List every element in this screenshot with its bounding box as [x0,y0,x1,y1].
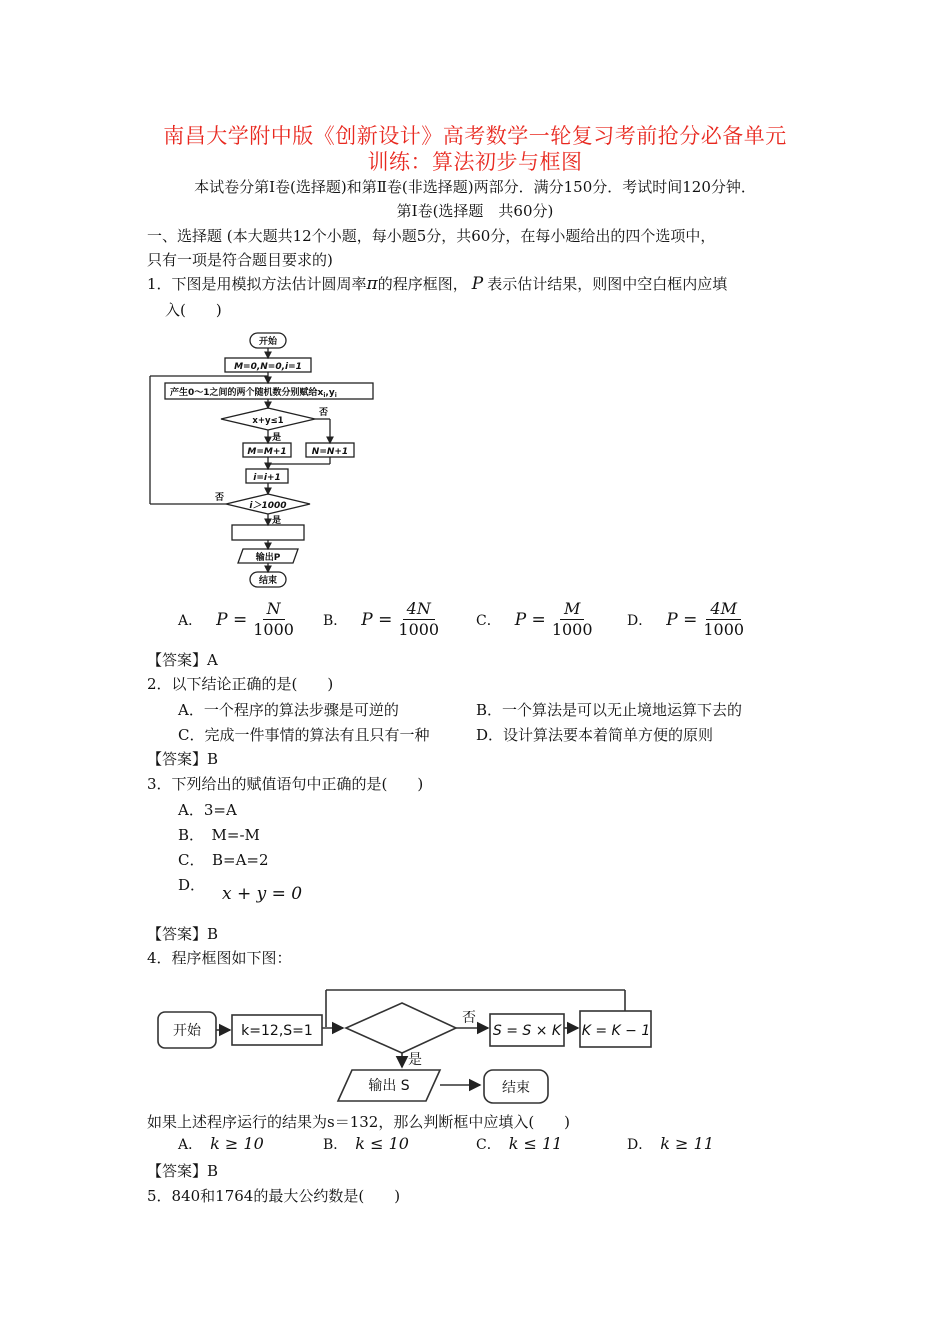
q4-s-label: S = S × K [492,1023,562,1039]
q4-k-label: K = K − 1 [581,1023,651,1039]
flow-output-label: 输出P [255,553,281,563]
flow-yes-label: 是 [272,433,282,443]
flow-loop-yes-label: 是 [272,516,282,526]
q3-option-b[interactable]: B． M=-M [178,826,260,844]
q3-option-a[interactable]: A．3=A [178,801,237,819]
q2-option-a[interactable]: A．一个程序的算法步骤是可逆的 [178,701,399,719]
q4-option-a[interactable]: A． k ≥ 10 [178,1134,264,1153]
q1-stem-tail: 入( ) [165,301,222,319]
q4-option-c[interactable]: C． k ≤ 11 [476,1134,563,1153]
flow-m-label: M=M+1 [247,447,287,457]
flow-i-label: i=i+1 [253,473,281,483]
q1-stem-text-c: 表示估计结果，则图中空白框内应填 [487,275,728,293]
q4-stem2: 如果上述程序运行的结果为s＝132，那么判断框中应填入( ) [147,1113,571,1131]
flow-init-label: M=0,N=0,i=1 [234,362,302,372]
q4-end-label: 结束 [502,1080,530,1096]
q2-answer: 【答案】B [147,750,219,768]
q4-output-label: 输出 S [368,1078,410,1094]
q1-option-b[interactable]: B． P = $\frac{4N}{1000}$ [323,599,440,639]
q4-flowchart [150,985,670,1110]
q3-answer: 【答案】B [147,925,219,943]
flow-n-label: N=N+1 [311,447,349,457]
q1-stem [147,274,727,294]
q4-option-d[interactable]: D． k ≥ 11 [627,1134,714,1153]
q2-stem: 2．以下结论正确的是( ) [147,675,334,693]
q5-stem: 5．840和1764的最大公约数是( ) [147,1187,401,1205]
doc-title-line2: 训练：算法初步与框图 [367,150,583,174]
flow-blank-node [232,525,304,540]
flow-start-label: 开始 [258,337,278,347]
q4-init-label: k=12,S=1 [241,1023,313,1039]
q2-option-c[interactable]: C．完成一件事情的算法有且只有一种 [178,726,430,744]
q4-condition-node [346,1003,456,1053]
q1-stem-text-b: 的程序框图， [377,275,468,293]
p-symbol: P [471,274,484,294]
q3-option-d-expr: x + y = 0 [222,884,303,904]
q4-yes-label: 是 [408,1052,422,1068]
q4-option-b[interactable]: B． k ≤ 10 [323,1134,409,1153]
q3-stem: 3．下列给出的赋值语句中正确的是( ) [147,775,424,793]
q1-answer: 【答案】A [147,651,218,669]
flow-loop-no-label: 否 [215,493,225,503]
q2-option-b[interactable]: B．一个算法是可以无止境地运算下去的 [476,701,743,719]
flow-condition-label: x+y≤1 [252,416,284,426]
part1-instructions-line2: 只有一项是符合题目要求的) [147,251,333,269]
flow-no-label: 否 [319,408,329,418]
doc-title-line1: 南昌大学附中版《创新设计》高考数学一轮复习考前抢分必备单元 [163,124,787,148]
q1-option-d[interactable]: D． P = $\frac{4M}{1000}$ [627,599,745,639]
q4-start-label: 开始 [173,1023,201,1039]
q1-option-c[interactable]: C． P = $\frac{M}{1000}$ [476,599,593,639]
flow-generate-label: 产生0～1之间的两个随机数分别赋给$x_i,y_i$ [170,388,337,399]
q4-stem: 4．程序框图如下图： [147,949,292,967]
exam-intro: 本试卷分第Ⅰ卷(选择题)和第Ⅱ卷(非选择题)两部分．满分150分．考试时间120分钟． [194,178,756,196]
q1-stem-text-a: 1．下图是用模拟方法估计圆周率 [147,275,367,293]
q2-option-d[interactable]: D．设计算法要本着简单方便的原则 [476,726,714,744]
part1-instructions-line1: 一、选择题 (本大题共12个小题，每小题5分，共60分，在每小题给出的四个选项中， [147,227,716,245]
q3-option-d[interactable]: D． [178,876,206,894]
q4-no-label: 否 [462,1010,476,1026]
q1-option-a[interactable]: A． P = $\frac{N}{1000}$ [178,599,294,639]
section-heading: 第Ⅰ卷(选择题 共60分) [396,202,554,220]
q1-flowchart [140,328,380,593]
pi-symbol: π [366,274,378,294]
flow-end-label: 结束 [258,576,278,586]
q3-option-c[interactable]: C． B=A=2 [178,851,269,869]
flow-loop-label: i＞1000 [249,501,287,511]
q4-answer: 【答案】B [147,1162,219,1180]
